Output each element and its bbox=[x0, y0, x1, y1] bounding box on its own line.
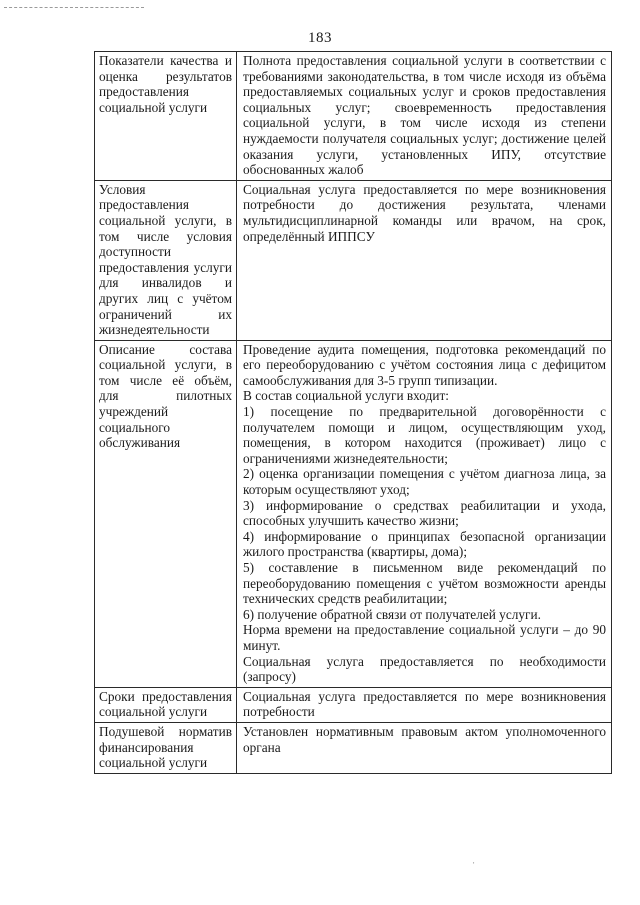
table-row-conditions bbox=[95, 180, 612, 340]
scan-speck: ⋅ bbox=[472, 858, 476, 868]
row-content bbox=[237, 687, 612, 722]
row-label: Показатели качества и оценка результатов предоставления социальной услуги bbox=[95, 52, 237, 181]
table-row-terms bbox=[95, 687, 612, 722]
table-row-quality bbox=[95, 52, 612, 181]
row-content bbox=[237, 180, 612, 340]
page-number: 183 bbox=[308, 30, 332, 46]
row-label: Описание состава социальной услуги, в том числе её объём, для пилотных учреждений социального обслуживания bbox=[95, 340, 237, 687]
list-item: 4) информирование о принципах безопасной организации жилого пространства (квартиры, дома); bbox=[243, 528, 606, 560]
content-paragraph: Полнота предоставления социальной услуги в соответствии с требованиями законодательства, в том числе исходя из объёма предоставляемых социальных услуг и сроков предоставления социальных услуг; своевременность предоставления социальной услуги, в том числе исходя из степени нуждаемости получателя социальных услуг; достижение целей оказания услуги, установленных ИПУ, отсутствие обоснованных жалоб bbox=[243, 53, 606, 178]
scan-artifact bbox=[4, 7, 144, 11]
row-label: Подушевой норматив финансирования социальной услуги bbox=[95, 722, 237, 773]
table-row-description bbox=[95, 340, 612, 687]
list-item: 2) оценка организации помещения с учётом диагноза лица, за которым осуществляют уход; bbox=[243, 466, 606, 498]
content-paragraph: Социальная услуга предоставляется по мере возникновения потребности bbox=[243, 688, 606, 720]
content-paragraph: Социальная услуга предоставляется по мере возникновения потребности до достижения результата, членами мультидисциплинарной команды или врачом, на срок, определённый ИППСУ bbox=[243, 181, 606, 244]
row-label: Условия предоставления социальной услуги, в том числе условия доступности предоставления услуги для инвалидов и других лиц с учётом ограничений их жизнедеятельности bbox=[95, 180, 237, 340]
table-row-financing bbox=[95, 722, 612, 773]
content-paragraph: Норма времени на предоставление социальной услуги – до 90 минут. bbox=[243, 622, 606, 653]
row-content bbox=[237, 340, 612, 687]
content-paragraph: В состав социальной услуги входит: bbox=[243, 388, 449, 404]
content-paragraph: Проведение аудита помещения, подготовка рекомендаций по его переоборудованию с учётом состояния лица с дефицитом самообслуживания для 3-5 групп типизации. bbox=[243, 341, 606, 388]
list-item: 1) посещение по предварительной договорённости с получателем помощи и лицом, осуществляющим уход, помещения, в котором находится (проживает) лицо с ограничениями жизнедеятельности; bbox=[243, 404, 606, 466]
content-paragraph: Социальная услуга предоставляется по необходимости (запросу) bbox=[243, 653, 606, 685]
list-item: 5) составление в письменном виде рекомендаций по переоборудованию помещения с учётом возможности аренды технических средств реабилитации; bbox=[243, 560, 606, 607]
row-content bbox=[237, 52, 612, 181]
row-label: Сроки предоставления социальной услуги bbox=[95, 687, 237, 722]
list-item: 6) получение обратной связи от получателей услуги. bbox=[243, 606, 541, 622]
content-paragraph: Установлен нормативным правовым актом уполномоченного органа bbox=[243, 723, 606, 755]
service-table bbox=[94, 51, 612, 774]
row-content bbox=[237, 722, 612, 773]
list-item: 3) информирование о средствах реабилитации и ухода, способных улучшить качество жизни; bbox=[243, 497, 606, 529]
